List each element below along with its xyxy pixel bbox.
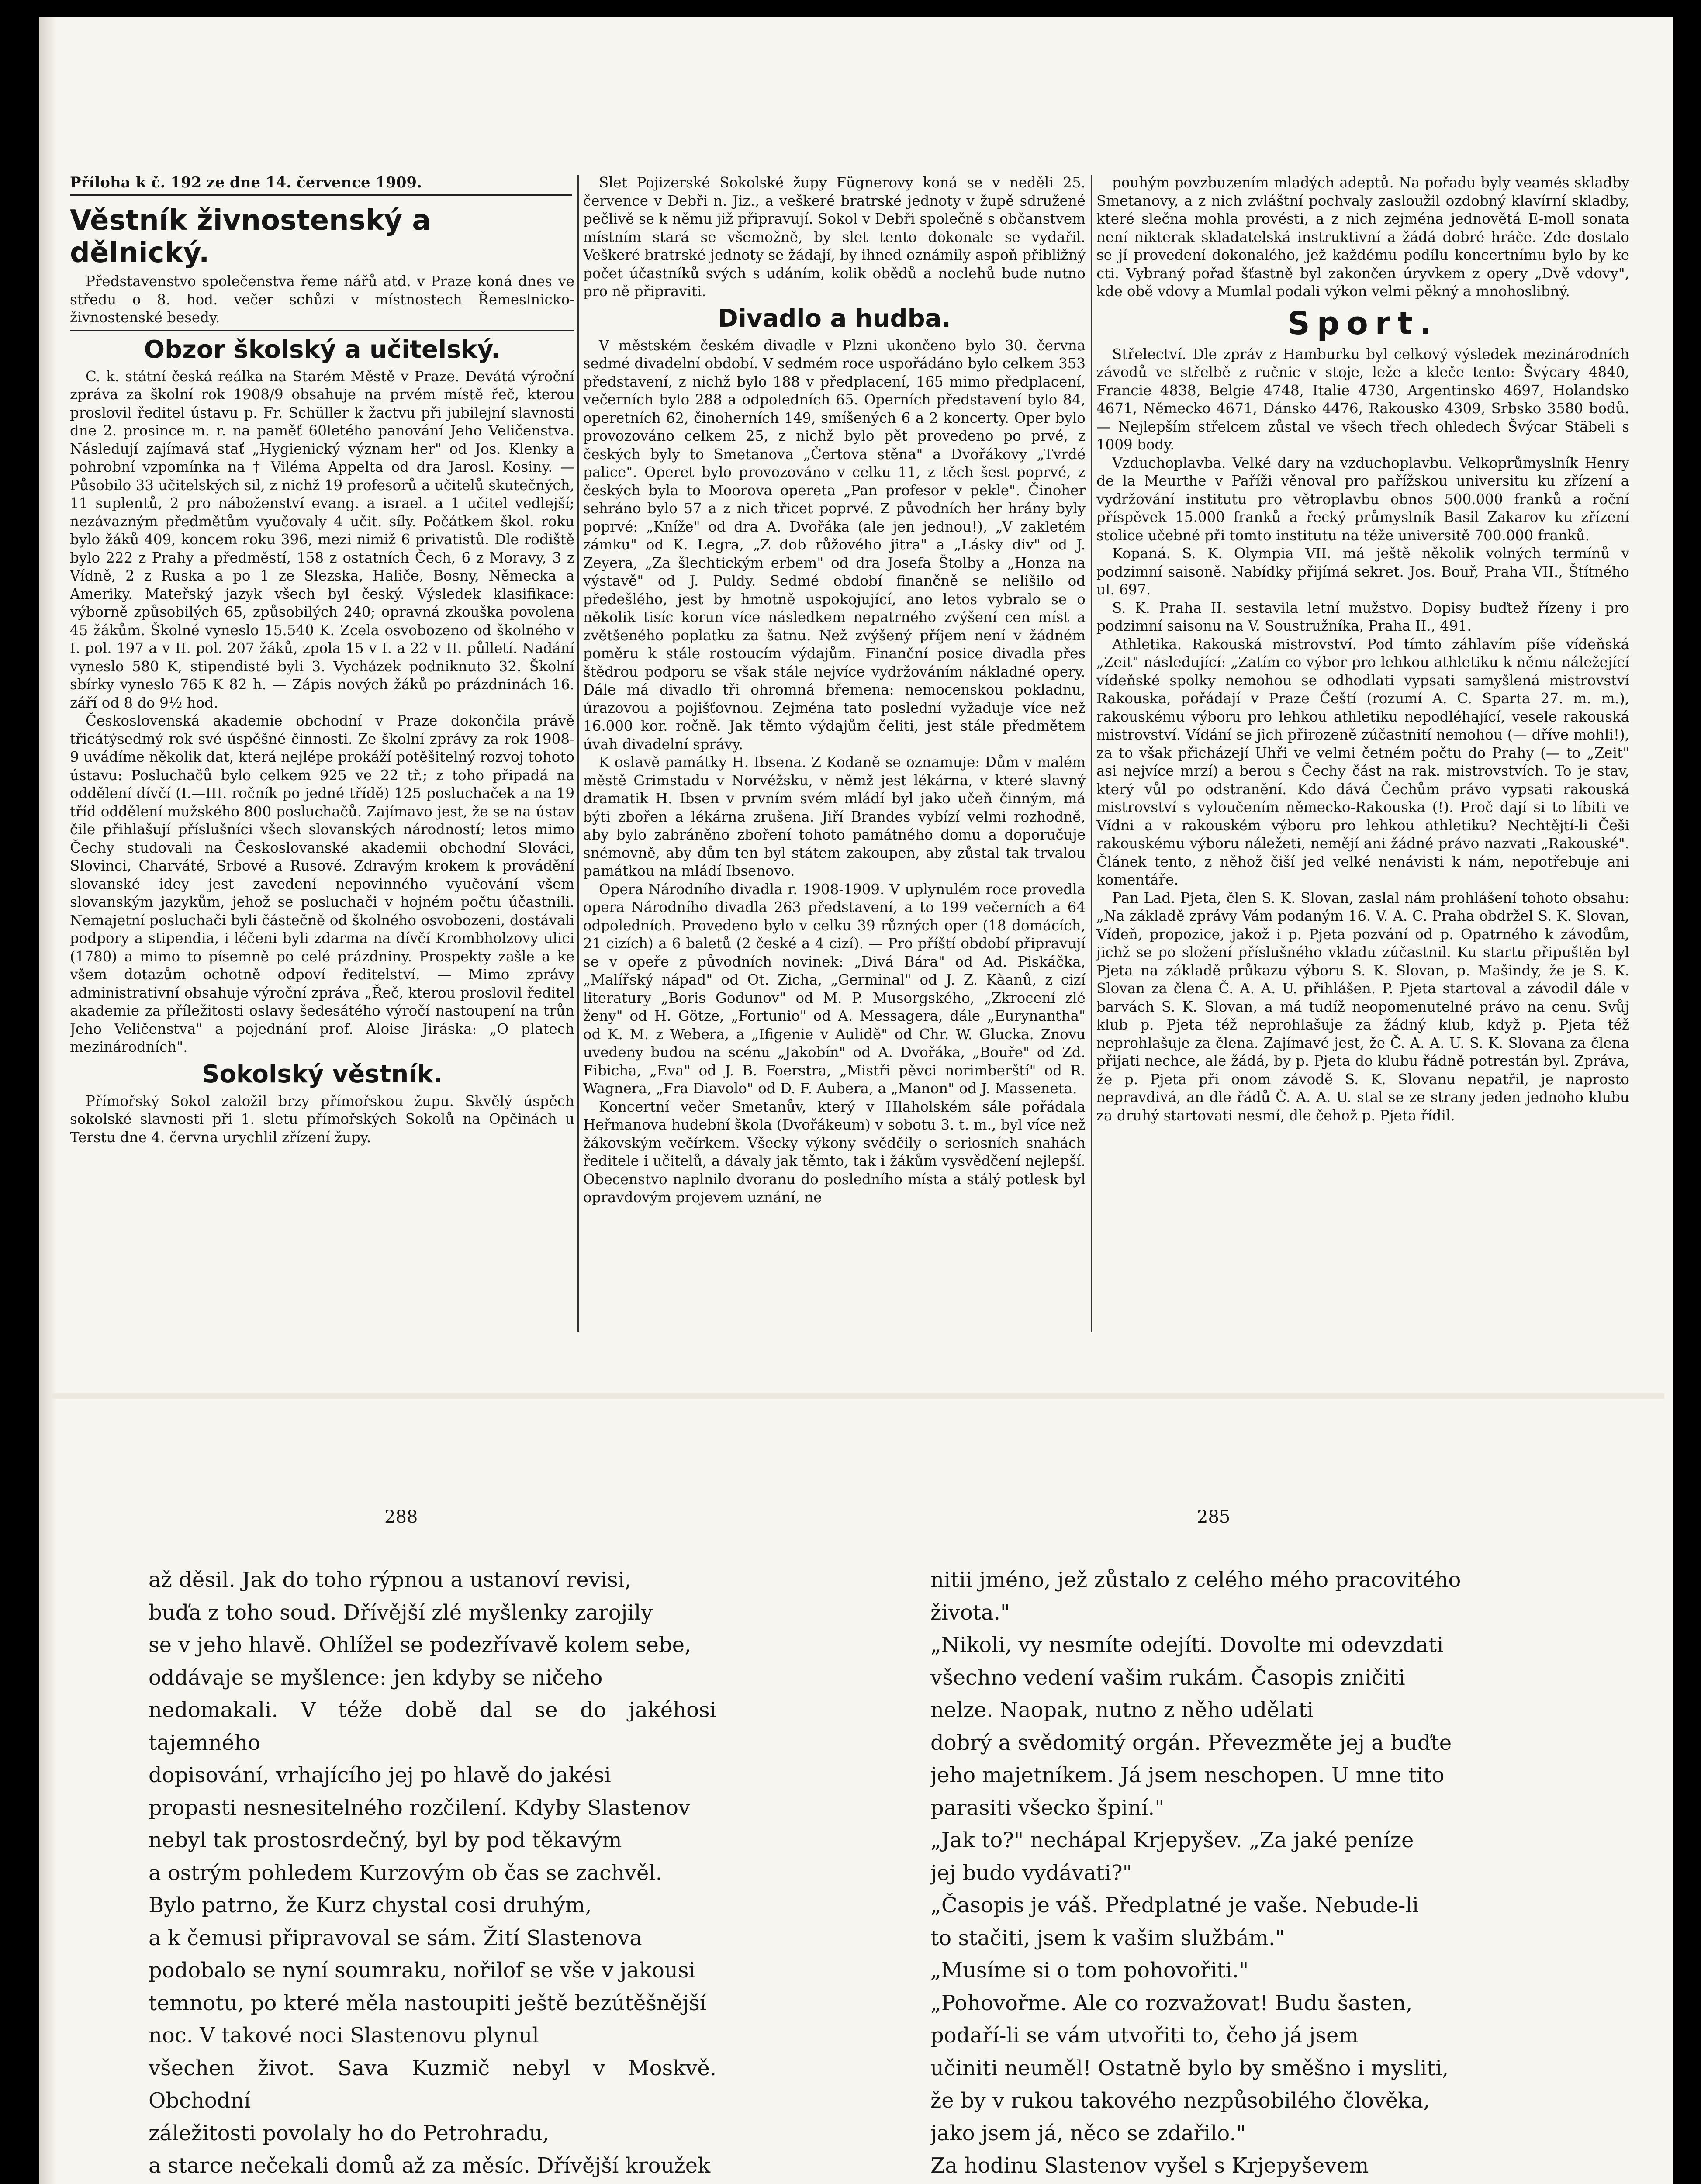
novel-line: parasiti všecko špiní." [930,1795,1165,1820]
heading-sokolsky: Sokolský věstník. [202,1060,443,1089]
column-2 [583,174,1086,1336]
column-rule [1091,175,1092,1332]
novel-line: „Jak to?" nechápal Krjepyšev. „Za jaké peníze [930,1828,1414,1852]
novel-line: noc. V takové noci Slastenovu plynul [149,2023,539,2048]
novel-line: nebyl tak prostosrdečný, byl by pod těkavým [149,1828,622,1852]
article-paragraph: Kopaná. S. K. Olympia VII. má ještě několik volných termínů v podzimní saisoně. Nabídky přijímá sekret. Jos. Bouř, Praha VII., Štítného ul. 697. [1096,545,1629,598]
novel-line: záležitosti povolaly ho do Petrohradu, [149,2121,550,2146]
column-rule [577,175,579,1332]
novel-line: a starce nečekali domů až za měsíc. Dřívější kroužek [149,2153,711,2178]
novel-line: až děsil. Jak do toho rýpnou a ustanoví revisi, [149,1568,632,1592]
supplement-header: Příloha k č. 192 ze dne 14. července 1909. [70,174,572,196]
novel-line [149,2182,716,2184]
heading-obzor: Obzor školský a učitelský. [144,335,501,364]
novel-line: temnotu, po které měla nastoupiti ještě bezútěšnější [149,1990,707,2015]
article-paragraph: Vzduchoplavba. Velké dary na vzduchoplavbu. Velkoprůmyslník Henry de la Meurthe v Paříži věnoval pro pařížskou universitu ku zřízení a vydržování institutu pro větroplavbu obnos 500.000 franků a roční příspěvek 15.000 franků a řecký průmyslník Basil Zakarov ku zřízení stolice učebné při tomto institutu na téže universitě 700.000 franků. [1096,454,1629,544]
article-paragraph: Koncertní večer Smetanův, který v Hlaholském sále pořádala Heřmanova hudební škola (Dvořákeum) v sobotu 3. t. m., byl více než žákovským večírkem. Všecky výkony svědčily o seriosních snahách ředitele i učitelů, a dávaly jak těmto, tak i žákům vysvědčení nejlepší. Obecenstvo naplnilo dvoranu do posledního místa a stálý potlesk byl opravdovým projevem uznání, ne [583,1098,1086,1206]
article-paragraph: pouhým povzbuzením mladých adeptů. Na pořadu byly veamés skladby Smetanovy, a z nich zvláštní pochvaly zasloužil ozdobný klavírní skladby, které slečna mohla provésti, a z nich zejména jednovětá E-moll sonata není nikterak skladatelská instruktivní a žádá dobré hráče. Zde dostalo se jí provedení dokonalého, jež každému podílu koncertnímu bylo by ke cti. Vybraný pořad šťastně byl zakončen úryvkem z opery „Dvě vdovy", kde obě vdovy a Mumlal podali výkon velmi pěkný a mnohoslibný. [1096,174,1629,300]
article-paragraph: Slet Pojizerské Sokolské župy Fügnerovy koná se v neděli 25. července v Debři n. Jiz., a veškeré bratrské jednoty v župě sdružené pečlivě se k němu již připravují. Sokol v Debři společně s občanstvem místním stará se všemožně, by slet tento dokonale se vydařil. Veškeré bratrské jednoty se žádají, by ihned oznámily aspoň přibližný počet účastníků svých s udáním, kolik obědů a noclehů bude nutno pro ně připraviti. [583,174,1086,300]
novel-line: se v jeho hlavě. Ohlížel se podezřívavě kolem sebe, [149,1633,691,1657]
novel-line: „Časopis je váš. Předplatné je vaše. Nebude-li [930,1893,1419,1918]
novel-line: učiniti neuměl! Ostatně bylo by směšno i mysliti, [930,2056,1449,2080]
article-paragraph: Pan Lad. Pjeta, člen S. K. Slovan, zaslal nám prohlášení tohoto obsahu: „Na základě zprávy Vám podaným 16. V. A. C. Praha obdržel S. K. Slovan, Vídeň, propozice, jakož i p. Pjeta pozvání od p. Opatrného k závodům, jichž se po složení příslušného vkladu zúčastnil. Ku startu připuštěn byl Pjeta na základě průkazu výboru S. K. Slovan, p. Mašindy, že je S. K. Slovan za člena Č. A. A. U. přihlášen. P. Pjeta startoval a závodil dále v barvách S. K. Slovan, a má tudíž neopomenutelné právo na cenu. Svůj klub p. Pjeta též neprohlašuje za žádný klub, když p. Pjeta též neprohlašuje za člena. Zajímavé jest, že Č. A. A. U. S. K. Slovana za člena přijati nechce, ale žádá, by p. Pjeta do klubu řádně potrestán byl. Zpráva, že p. Pjeta při onom závodě S. K. Slovanu nepatřil, je naprosto nepravdivá, an dle řádů Č. A. A. U. stal se ze strany jeden jednoho klubu za druhý startovati nesmí, dle čehož p. Pjeta řídil. [1096,889,1629,1124]
divider [70,330,574,331]
article-paragraph: Přímořský Sokol založil brzy přímořskou župu. Skvělý úspěch sokolské slavnosti při 1. sletu přímořských Sokolů na Opčinách u Terstu dne 4. června urychlil zřízení župy. [70,1092,574,1146]
novel-line: podobalo se nyní soumraku, nořilof se vše v jakousi [149,1958,695,1983]
novel-line: že by v rukou takového nezpůsobilého člověka, [930,2088,1430,2113]
novel-line: dopisování, vrhajícího jej po hlavě do jakési [149,1763,611,1787]
page-fold-shadow [39,17,57,2184]
novel-line: oddávaje se myšlence: jen kdyby se ničeho [149,1665,603,1690]
page-number-right: 285 [1197,1507,1231,1527]
novel-page-right [930,1564,1498,2184]
newspaper-page [39,17,1673,2184]
novel-line: propasti nesnesitelného rozčilení. Kdyby Slastenov [149,1795,690,1820]
novel-line: dobrý a svědomitý orgán. Převezměte jej a buďte [930,1730,1452,1755]
novel-line: nitii jméno, jež zůstalo z celého mého pracovitého [930,1568,1461,1592]
heading-sport: Sport. [1287,304,1439,342]
heading-vestnik: Věstník živnostenský a dělnický. [70,204,431,269]
article-paragraph: Střelectví. Dle zpráv z Hamburku byl celkový výsledek mezinárodních závodů ve střelbě z ručnic v stoje, leže a kleče tento: Švýcary 4840, Francie 4838, Belgie 4748, Italie 4730, Argentinsko 4697, Holandsko 4671, Německo 4671, Dánsko 4476, Rakousko 4309, Srbsko 3580 bodů. — Nejlepším střelcem zůstal ve všech třech ohledech Švýcar Stäbeli s 1009 body. [1096,346,1629,453]
novel-line: buďa z toho soud. Dřívější zlé myšlenky zarojily [149,1600,653,1625]
novel-line: jeho majetníkem. Já jsem neschopen. U mne tito [930,1763,1445,1787]
novel-line: Bylo patrno, že Kurz chystal cosi druhým, [149,1893,592,1918]
novel-line: Za hodinu Slastenov vyšel s Krjepyševem [930,2153,1369,2178]
column-1 [70,201,574,1328]
article-paragraph: Athletika. Rakouská mistrovství. Pod tímto záhlavím píše vídeňská „Zeit" následující: „Zatím co výbor pro lehkou athletiku k němu náležející vídeňské spolky nemohou se odhodlati vypsati samyšlená mistrovství Rakouska, pořádají v Praze Čeští (rozumí A. C. Sparta 27. m. m.), rakouskému výboru pro lehkou athletiku nepodléhající, vesele rakouská mistrovství. Vídání se jich přirozeně zúčastnití nemohou (— dříve mohli!), za to však přicházejí Uhři ve velmi četném počtu do Prahy (— to „Zeit" asi nejvíce mrzí) a berou s Čechy část na rak. mistrovstvích. To je stav, který vůl po odstranění. Kdo dává Čechům právo vypsati rakouská mistrovství s vyloučením německo-Rakouska (!). Proč dají si to líbiti ve Vídni a v rakouském výboru pro lehkou athletiku? Nechtějtí-li Češi rakouskému výboru náležeti, nemějí ani žádné právo nazvati „Rakouské". Článek tento, z něhož čiší jed velké nenávisti k nám, nepotřebuje ani komentáře. [1096,636,1629,888]
novel-line: „Musíme si o tom pohovořiti." [930,1958,1249,1983]
novel-line: „Nikoli, vy nesmíte odejíti. Dovolte mi odevzdati [930,1633,1444,1657]
article-paragraph: K oslavě památky H. Ibsena. Z Kodaně se oznamuje: Dům v malém městě Grimstadu v Norvéžsku, v němž jest lékárna, v které slavný dramatik H. Ibsen v prvním svém mládí byl jako učeň činným, má býti zbořen a lékárna zrušena. Jiří Brandes vybízí velmi rozhodně, aby bylo zabráněno zboření tohoto památného domu a doporučuje snémovně, aby dům ten byl státem zakoupen, aby zůstal tak trvalou památkou na mládí Ibsenovo. [583,754,1086,879]
novel-line: a k čemusi připravoval se sám. Žití Slastenova [149,1925,642,1950]
novel-line [930,2182,1498,2184]
novel-page-left [149,1564,716,2184]
novel-line: života." [930,1600,1010,1625]
novel-line: nelze. Naopak, nutno z něho udělati [930,1698,1314,1722]
novel-line: jako jsem já, něco se zdařilo." [930,2121,1246,2146]
novel-line: a ostrým pohledem Kurzovým ob čas se zachvěl. [149,1860,662,1885]
novel-line: jej budo vydávati?" [930,1860,1132,1885]
novel-line: podaří-li se vám utvořiti to, čeho já jsem [930,2023,1359,2048]
article-paragraph: Československá akademie obchodní v Praze dokončila právě třicátýsedmý rok své úspěšné činnosti. Ze školní zprávy za rok 1908-9 uvádíme několik dat, která nejlépe prokáží potěšitelný rozvoj tohoto ústavu: Posluchačů bylo celkem 925 ve 22 tř.; z toho připadá na oddělení dívčí (I.—III. ročník po jedné třídě) 125 posluchaček a na 19 tříd oddělení mužského 800 posluchačů. Zajímavo jest, že se na ústav čile přihlašují příslušníci všech slovanských národností; letos mimo Čechy studovali na Českoslovanské akademii obchodní Slováci, Slovinci, Charváté, Srbové a Rusové. Zdravým krokem k provádění slovanské idey jest zavedení nepovinného vyučování všem slovanským jazykům, jehož se posluchači v hojném počtu účastnili. Nemajetní posluchači byli částečně od školného osvobozeni, dostávali podpory a stipendia, i léčeni byli zdarma na dívčí Krombholzovy ulici (1780) a mimo to písemně po celé prázdniny. Prospekty zašle a ke všem dotazům ochotně odpoví ředitelství. — Mimo zprávy administrativní obsahuje výroční zpráva „Řeč, kterou proslovil ředitel akademie za příležitosti oslavy šedesátého výročí nastoupení na trůn Jeho Veličenstva" a pojednání prof. Aloise Jiráska: „O platech mezinárodních". [70,712,574,1055]
novel-line: všechen život. Sava Kuzmič nebyl v Moskvě. Obchodní [149,2056,716,2113]
fold-crease [52,1393,1664,1399]
article-paragraph: S. K. Praha II. sestavila letní mužstvo. Dopisy buďtež řízeny i pro podzimní saisonu na V. Soustružníka, Praha II., 491. [1096,599,1629,634]
article-paragraph: V městském českém divadle v Plzni ukončeno bylo 30. června sedmé divadelní období. V sedmém roce uspořádáno bylo celkem 353 představení, z nichž bylo 188 v předplacení, 165 mimo předplacení, večerních bylo 288 a odpoledních 65. Operních představení bylo 84, operetních 62, činoherních 149, smíšených 6 a 2 koncerty. Oper bylo provozováno celkem 25, z nichž bylo pět provedeno po prvé, z českých byly to Smetanova „Čertova stěna" a Dvořákovy „Tvrdé palice". Operet bylo provozováno v celku 11, z těch šest poprvé, z českých byla to Moorova opereta „Pan profesor v pekle". Činoher sehráno bylo 57 a z nich třicet poprvé. Z původních her hrány byly poprvé: „Kníže" od dra A. Dvořáka (ale jen jednou!), „V zakletém zámku" od K. Legra, „Z dob růžového jitra" a „Lásky div" od J. Zeyera, „Za šlechtickým erbem" od dra Josefa Štolby a „Honza na výstavě" od J. Puldy. Sedmé období finančně se nelišilo od předešlého, jest by hmotně uspokojující, ano letos vybralo se o několik tisíc korun více následkem nepatrného zvýšení cen míst a zvětšeného poplatku za šatnu. Než zvýšený příjem není v žádném poměru k stále rostoucím výdajům. Finanční posice divadla přes štědrou podporu se však stále nejvíce vydržováním nákladné opery. Dále má divadlo tři ohromná břemena: nemocenskou pokladnu, úrazovou a pojišťovnou. Zejména tato poslední vyžaduje více než 16.000 kor. ročně. Jak těmto výdajům čeliti, jest stále předmětem úvah divadelní správy. [583,337,1086,753]
article-paragraph: C. k. státní česká reálka na Starém Městě v Praze. Devátá výroční zpráva za školní rok 1908/9 obsahuje na prvém místě řeč, kterou proslovil ředitel ústavu p. Fr. Schüller k žactvu při jubilejní slavnosti dne 2. prosince m. r. na paměť 60letého panování Jeho Veličenstva. Následují zajímavá stať „Hygienický význam her" od Jos. Klenky a pohrobní vzpomínka na † Viléma Appelta od dra Jarosl. Kosiny. — Působilo 33 učitelských sil, z nichž 19 profesorů a učitelů skutečných, 11 suplentů, 2 pro náboženství evang. a israel. a 1 učitel vedlejší; nezávazným předmětům vyučovaly 4 učit. síly. Počátkem škol. roku bylo žáků 409, koncem roku 396, mezi nimiž 6 privatistů. Dle rodiště bylo 222 z Prahy a předměstí, 158 z ostatních Čech, 6 z Moravy, 3 z Vídně, 2 z Ruska a po 1 ze Slezska, Haliče, Bosny, Německa a Ameriky. Mateřský jazyk všech byl český. Výsledek klasifikace: výborně způsobilých 65, způsobilých 240; opravná zkouška povolena 45 žákům. Školné vyneslo 15.540 K. Zcela osvobozeno od školného v I. pol. 197 a v II. pol. 207 žáků, zpola 15 v I. a 22 v II. půlletí. Nadání vyneslo 580 K, stipendisté byli 3. Vycházek podniknuto 32. Školní sbírky vyneslo 765 K 82 h. — Zápis nových žáků po prázdninách 16. září od 8 do 9½ hod. [70,368,574,711]
novel-line: to stačiti, jsem k vašim službám." [930,1925,1285,1950]
page-number-left: 288 [384,1507,418,1527]
novel-line: všechno vedení vašim rukám. Časopis zničiti [930,1665,1405,1690]
novel-line: „Pohovořme. Ale co rozvažovat! Budu šasten, [930,1990,1413,2015]
article-paragraph: Opera Národního divadla r. 1908-1909. V uplynulém roce provedla opera Národního divadla 263 představení, a to 199 večerních a 64 odpoledních. Provedeno bylo v celku 39 různých oper (18 domácích, 21 cizích) a 6 baletů (2 české a 4 cizí). — Pro příští období připravují se v opeře z původních novinek: „Divá Bára" od Ad. Piskáčka, „Malířský nápad" od Ot. Zicha, „Germinal" od J. Z. Kàanů, z cizí literatury „Boris Godunov" od M. P. Musorgského, „Zkrocení zlé ženy" od H. Götze, „Fortunio" od A. Messagera, dále „Eurynantha" od K. M. z Webera, a „Ifigenie v Aulidě" od Chr. W. Glucka. Znovu uvedeny budou na scénu „Jakobín" od A. Dvořáka, „Bouře" od Zd. Fibicha, „Eva" od J. B. Foerstra, „Mistři pěvci norimberští" od R. Wagnera, „Fra Diavolo" od D. F. Aubera, a „Manon" od J. Masseneta. [583,881,1086,1097]
column-3 [1096,174,1629,1336]
novel-line: nedomakali. V téže době dal se do jakéhosi tajemného [149,1698,716,1755]
article-paragraph: Představenstvo společenstva řeme nářů atd. v Praze koná dnes ve středu o 8. hod. večer schůzi v místnostech Řemeslnicko-živnostenské besedy. [70,273,574,326]
heading-divadlo: Divadlo a hudba. [718,304,951,333]
